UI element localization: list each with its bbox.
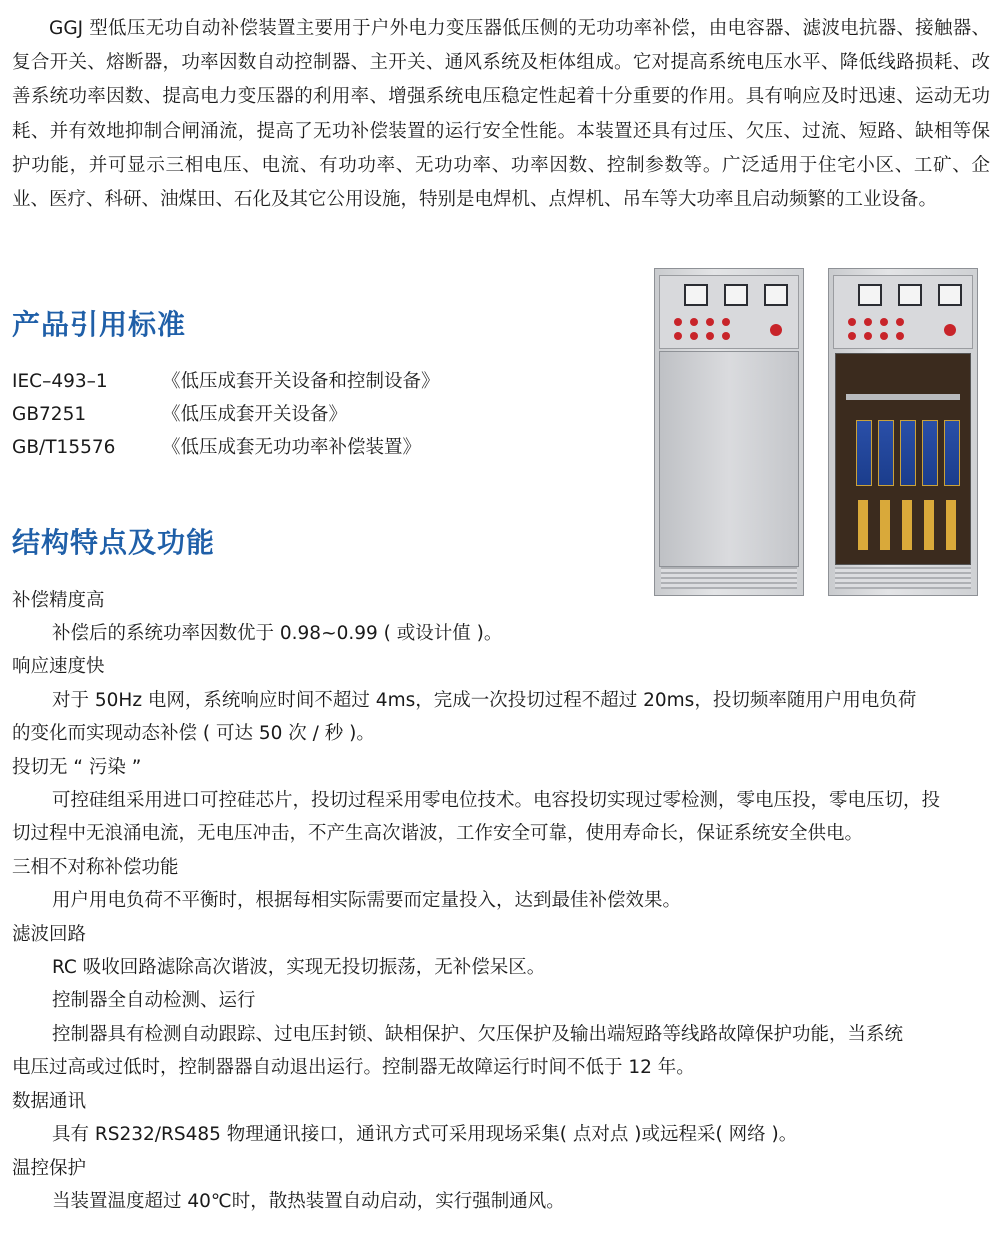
feature-title: 数据通讯 xyxy=(12,1091,87,1112)
cabinet-photo xyxy=(654,260,976,606)
standard-code: IEC–493–1 xyxy=(12,371,108,392)
feature-title: 温控保护 xyxy=(12,1158,87,1179)
feature-text: 用户用电负荷不平衡时，根据每相实际需要而定量投入，达到最佳补偿效果。 xyxy=(52,890,682,911)
standard-code: GB/T15576 xyxy=(12,437,116,458)
standard-name: 《低压成套无功功率补偿装置》 xyxy=(162,437,422,458)
feature-text: 控制器具有检测自动跟踪、过电压封锁、缺相保护、欠压保护及输出端短路等线路故障保护功能，当系统 xyxy=(52,1024,904,1045)
feature-text: 的变化而实现动态补偿 ( 可达 50 次 / 秒 )。 xyxy=(12,723,375,744)
feature-text: 电压过高或过低时，控制器器自动退出运行。控制器无故障运行时间不低于 12 年。 xyxy=(12,1057,695,1078)
feature-text: 对于 50Hz 电网，系统响应时间不超过 4ms，完成一次投切过程不超过 20ms，投切频率随用户用电负荷 xyxy=(52,690,917,711)
standard-row xyxy=(12,434,421,462)
standard-row xyxy=(12,401,347,429)
feature-title: 响应速度快 xyxy=(12,656,105,677)
feature-text: 当装置温度超过 40℃时，散热装置自动启动，实行强制通风。 xyxy=(52,1191,565,1212)
feature-title: 补偿精度高 xyxy=(12,590,105,611)
feature-text: 具有 RS232/RS485 物理通讯接口，通讯方式可采用现场采集( 点对点 )或远程采( 网络 )。 xyxy=(52,1124,798,1145)
feature-text: 可控硅组采用进口可控硅芯片，投切过程采用零电位技术。电容投切实现过零检测，零电压投，零电压切，投 xyxy=(52,790,941,811)
feature-text: 切过程中无浪涌电流，无电压冲击，不产生高次谐波，工作安全可靠，使用寿命长，保证系统安全供电。 xyxy=(12,823,864,844)
feature-text: 补偿后的系统功率因数优于 0.98~0.99 ( 或设计值 )。 xyxy=(52,623,503,644)
closed-cabinet xyxy=(654,268,804,596)
standards-heading: 产品引用标准 xyxy=(12,308,187,341)
intro-paragraph: GGJ 型低压无功自动补偿装置主要用于户外电力变压器低压侧的无功功率补偿，由电容器、滤波电抗器、接触器、复合开关、熔断器，功率因数自动控制器、主开关、通风系统及柜体组成。它对提高系统电压水平、降低线路损耗、改善系统功率因数、提高电力变压器的利用率、增强系统电压稳定性起着十分重要的作用。具有响应及时迅速、运动无功耗、并有效地抑制合闸涌流，提高了无功补偿装置的运行安全性能。本装置还具有过压、欠压、过流、短路、缺相等保护功能，并可显示三相电压、电流、有功功率、无功功率、功率因数、控制参数等。广泛适用于住宅小区、工矿、企业、医疗、科研、油煤田、石化及其它公用设施，特别是电焊机、点焊机、吊车等大功率且启动频繁的工业设备。 xyxy=(12,18,990,211)
open-cabinet xyxy=(828,268,978,596)
standard-name: 《低压成套开关设备和控制设备》 xyxy=(162,371,440,392)
features-heading: 结构特点及功能 xyxy=(12,526,216,559)
feature-title: 投切无 “ 污染 ” xyxy=(12,757,142,778)
feature-text: RC 吸收回路滤除高次谐波，实现无投切振荡，无补偿呆区。 xyxy=(52,957,546,978)
feature-subtitle: 控制器全自动检测、运行 xyxy=(52,990,256,1011)
standard-name: 《低压成套开关设备》 xyxy=(162,404,348,425)
feature-title: 三相不对称补偿功能 xyxy=(12,857,179,878)
feature-title: 滤波回路 xyxy=(12,924,87,945)
standard-code: GB7251 xyxy=(12,404,87,425)
standard-row xyxy=(12,368,440,396)
